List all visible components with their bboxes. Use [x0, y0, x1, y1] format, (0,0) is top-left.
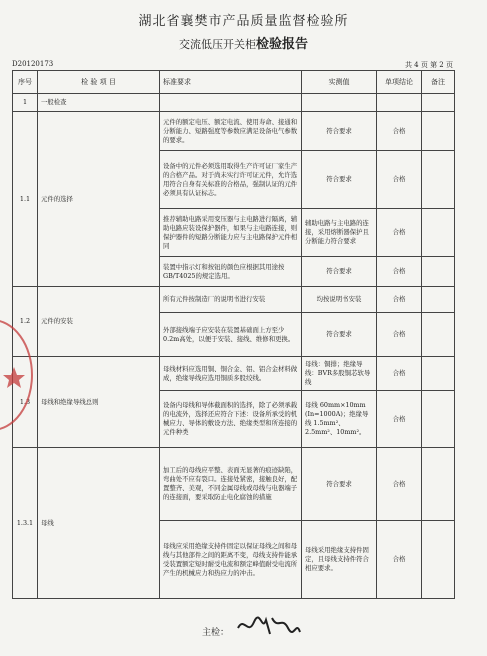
requirement-cell: 装置中指示灯和按钮的颜色应根据其用途按GB/T4025的规定选用。	[160, 257, 302, 287]
item-name: 母线和绝缘导线总则	[38, 357, 160, 448]
report-title	[0, 33, 487, 52]
item-name: 母线	[38, 448, 160, 599]
requirement-cell: 推荐辅助电路采用变压器与主电路进行隔离，辅助电路应装设保护器件，如果与主电路连接，则保护器件的短路分断能力应与主电路保护元件相同	[160, 209, 302, 257]
column-header: 标准要求	[160, 71, 302, 94]
result-cell: 合格	[377, 112, 422, 151]
requirement-cell: 加工后的母线应平整、表面无显著的痕迹缺陷，弯曲处不应有裂口。连接处紧密，接触良好，配置整齐、美观，不同金属母线或母线与电器端子的连接面，要采取防止电化腐蚀的措施	[160, 448, 302, 521]
item-name: 一般检查	[38, 94, 160, 112]
measured-cell: 符合要求	[302, 151, 377, 209]
result-cell: 合格	[377, 521, 422, 599]
row-number: 1.1	[13, 112, 38, 287]
requirement-cell: 外部接线端子应安装在装置基础面上方至少0.2m高处，以便于安装、接线、维修和更换。	[160, 313, 302, 357]
measured-cell: 符合要求	[302, 257, 377, 287]
column-header: 单项结论	[377, 71, 422, 94]
measured-cell: 母线 60mm×10mm (In=1000A)；绝缘导线 1.5mm²、2.5mm²、10mm²。	[302, 391, 377, 448]
measured-cell: 母线采用绝缘支持件固定，且母线支持件符合相应要求。	[302, 521, 377, 599]
requirement-cell: 母线应采用绝缘支持件固定以保证母线之间和母线与其他部件之间的距离不变，母线支持件能承受装置额定短时耐受电流和额定峰值耐受电流所产生的机械应力和热应力的冲击。	[160, 521, 302, 599]
table-row	[13, 94, 455, 112]
result-cell: 合格	[377, 448, 422, 521]
page-indicator: 共 4 页 第 2 页	[404, 61, 453, 69]
column-header: 实测值	[302, 71, 377, 94]
table-row	[13, 287, 455, 313]
result-cell: 合格	[377, 151, 422, 209]
measured-cell: 均按说明书安装	[302, 287, 377, 313]
requirement-cell: 设备中的元件必须选用取得生产许可证厂家生产的合格产品。对于尚未实行许可证元件，允许选用符合自身有关标准的合格品，强制认证的元件必须具有认证标志。	[160, 151, 302, 209]
result-cell: 合格	[377, 257, 422, 287]
measured-cell: 辅助电路与主电路的连接，采用熔断器保护且分断能力符合要求	[302, 209, 377, 257]
column-header: 备注	[422, 71, 455, 94]
table-row	[13, 448, 455, 521]
measured-cell: 符合要求	[302, 313, 377, 357]
result-cell: 合格	[377, 313, 422, 357]
red-seal-stamp	[0, 315, 37, 435]
report-type: 检验报告	[255, 37, 308, 52]
product-name: 交流低压开关柜	[178, 38, 256, 51]
institute-title: 湖北省襄樊市产品质量监督检验所	[138, 14, 349, 29]
row-number: 1.3.1	[13, 448, 38, 599]
table-row	[13, 112, 455, 151]
row-number: 1	[13, 94, 38, 112]
row-number: 1.3	[13, 357, 38, 448]
measured-cell: 符合要求	[302, 448, 377, 521]
requirement-cell: 所有元件按制造厂的说明书进行安装	[160, 287, 302, 313]
column-header: 序号	[13, 71, 38, 94]
result-cell: 合格	[377, 209, 422, 257]
inspector-signature	[234, 610, 304, 640]
requirement-cell: 元件的额定电压、额定电流、使用寿命、接通和分断能力、短路强度等参数应满足设备电气参数的要求。	[160, 112, 302, 151]
table-header-row	[13, 71, 455, 94]
item-name: 元件的选择	[38, 112, 160, 287]
result-cell: 合格	[377, 357, 422, 391]
item-name: 元件的安装	[38, 287, 160, 357]
row-number: 1.2	[13, 287, 38, 357]
inspection-table	[12, 70, 455, 599]
measured-cell: 母线：铜排；绝缘导线：BVR多股铜芯软导线	[302, 357, 377, 391]
measured-cell: 符合要求	[302, 112, 377, 151]
inspector-label: 主检：	[202, 628, 230, 638]
report-number: D20120173	[12, 60, 54, 68]
table-row	[13, 357, 455, 391]
result-cell: 合格	[377, 391, 422, 448]
requirement-cell: 母线材料应选用铜、铜合金、铝、铝合金材料做成，绝缘导线应选用铜质多股绞线。	[160, 357, 302, 391]
result-cell: 合格	[377, 287, 422, 313]
requirement-cell: 设备内母线和导体截面积的选择，除了必须承载的电流外，选择还应符合下述：设备所承受的机械应力、导体的敷设方法、绝缘类型和所连接的元件种类	[160, 391, 302, 448]
column-header: 检 验 项 目	[38, 71, 160, 94]
